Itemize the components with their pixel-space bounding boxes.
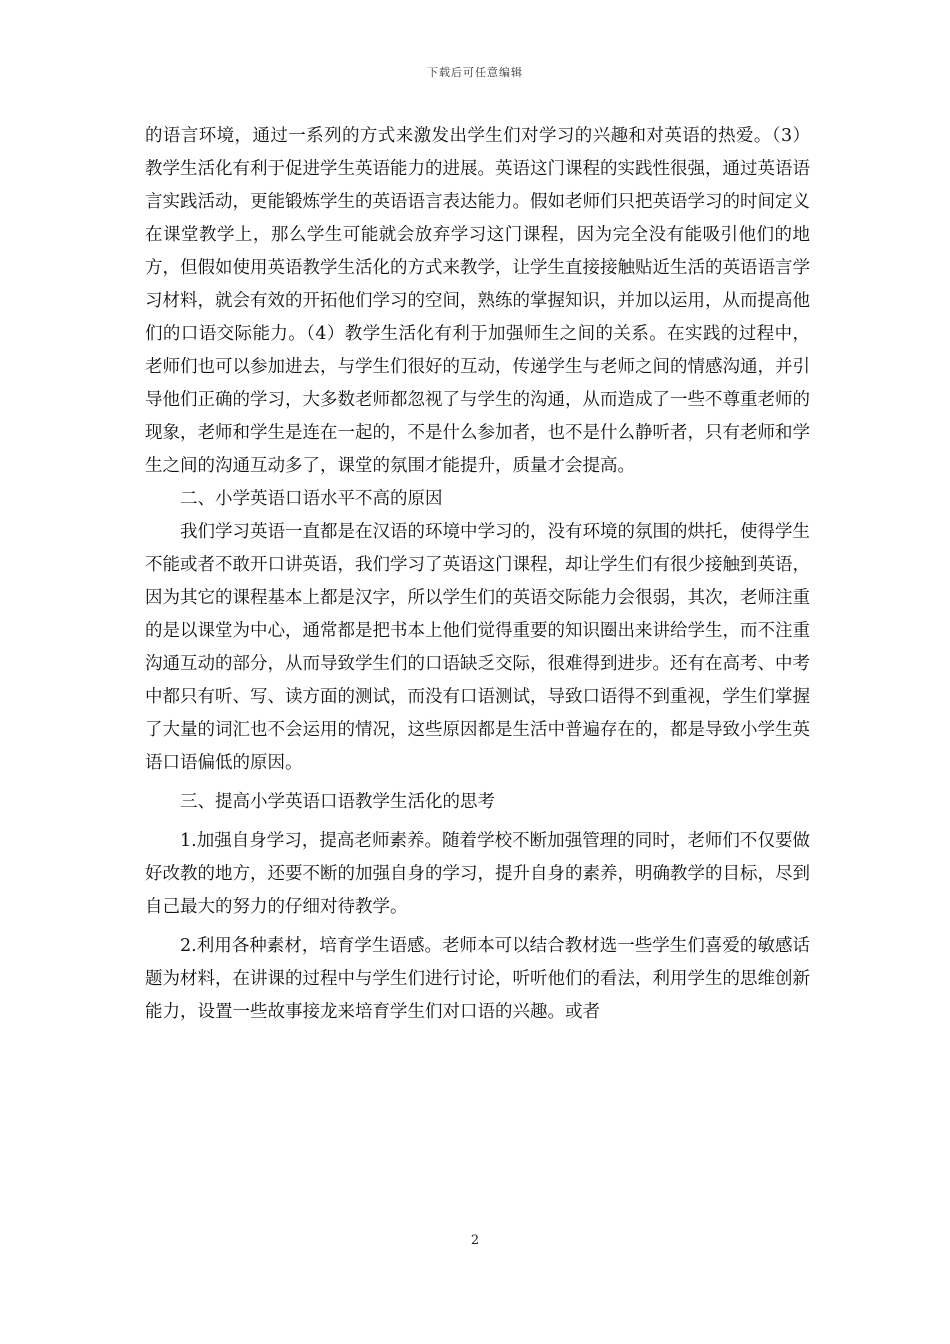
page-number: 2 bbox=[470, 1233, 480, 1248]
document-body bbox=[145, 120, 810, 1029]
paragraph-point-1: 1.加强自身学习，提高老师素养。随着学校不断加强管理的同时，老师们不仅要做好改教的地方，还要不断的加强自身的学习，提升自身的素养，明确教学的目标，尽到自己最大的努力的仔细对待教学。 bbox=[145, 831, 810, 917]
paragraph-point-2: 2.利用各种素材，培育学生语感。老师本可以结合教材选一些学生们喜爱的敏感话题为材料，在讲课的过程中与学生们进行讨论，听听他们的看法，利用学生的思维创新能力，设置一些故事接龙来培育学生们对口语的兴趣。或者 bbox=[145, 936, 810, 1022]
paragraph-reasons: 我们学习英语一直都是在汉语的环境中学习的，没有环境的氛围的烘托，使得学生不能或者不敢开口讲英语，我们学习了英语这门课程，却让学生们有很少接触到英语，因为其它的课程基本上都是汉字，所以学生们的英语交际能力会很弱，其次，老师注重的是以课堂为中心，通常都是把书本上他们觉得重要的知识圈出来讲给学生，而不注重沟通互动的部分，从而导致学生们的口语缺乏交际，很难得到进步。还有在高考、中考中都只有听、写、读方面的测试，而没有口语测试，导致口语得不到重视，学生们掌握了大量的词汇也不会运用的情况，这些原因都是生活中普遍存在的，都是导致小学生英语口语偏低的原因。 bbox=[145, 522, 810, 773]
paragraph-continuation: 的语言环境，通过一系列的方式来激发出学生们对学习的兴趣和对英语的热爱。（3）教学生活化有利于促进学生英语能力的进展。英语这门课程的实践性很强，通过英语语言实践活动，更能锻炼学生的英语语言表达能力。假如老师们只把英语学习的时间定义在课堂教学上，那么学生可能就会放弃学习这门课程，因为完全没有能吸引他们的地方，但假如使用英语教学生活化的方式来教学，让学生直接接触贴近生活的英语语言学习材料，就会有效的开拓他们学习的空间，熟练的掌握知识，并加以运用，从而提高他们的口语交际能力。（4）教学生活化有利于加强师生之间的关系。在实践的过程中，老师们也可以参加进去，与学生们很好的互动，传递学生与老师之间的情感沟通，并引导他们正确的学习，大多数老师都忽视了与学生的沟通，从而造成了一些不尊重老师的现象，老师和学生是连在一起的，不是什么参加者，也不是什么静听者，只有老师和学生之间的沟通互动多了，课堂的氛围才能提升，质量才会提高。 bbox=[145, 126, 810, 476]
page-header: 下载后可任意编辑 bbox=[427, 66, 523, 79]
section-heading-2: 二、小学英语口语水平不高的原因 bbox=[180, 489, 443, 509]
section-heading-3: 三、提高小学英语口语教学生活化的思考 bbox=[180, 792, 495, 812]
